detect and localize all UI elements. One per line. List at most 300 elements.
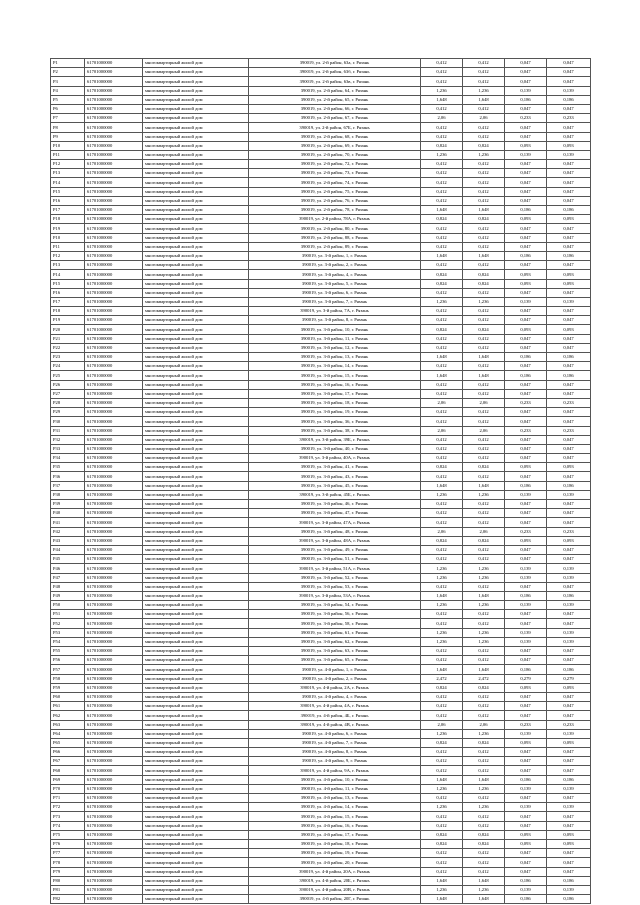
address-cell: 390019, ул. 3-й район, 1, г. Рязань — [249, 251, 421, 260]
row-id-cell: Р78 — [51, 858, 85, 867]
value-4-cell: 0,093 — [547, 270, 591, 279]
oktmo-code-cell: 61701000000 — [85, 279, 143, 288]
row-id-cell: Р56 — [51, 656, 85, 665]
object-type-cell: многоквартирный жилой дом — [143, 500, 249, 509]
row-id-cell: Р66 — [51, 748, 85, 757]
row-id-cell: Р10 — [51, 141, 85, 150]
table-row — [51, 573, 591, 582]
address-cell: 390019, ул. 3-й район, 61, г. Рязань — [249, 628, 421, 637]
address-cell: 390019, ул. 2-й район, 67Б, г. Рязань — [249, 123, 421, 132]
row-id-cell: Р43 — [51, 536, 85, 545]
value-4-cell: 0,186 — [547, 251, 591, 260]
value-1-cell: 1,236 — [421, 297, 463, 306]
value-4-cell: 0,047 — [547, 702, 591, 711]
object-type-cell: многоквартирный жилой дом — [143, 224, 249, 233]
value-1-cell: 0,412 — [421, 692, 463, 701]
value-1-cell: 1,236 — [421, 601, 463, 610]
address-cell: 390019, ул. 4-й район, 18, г. Рязань — [249, 839, 421, 848]
table-row — [51, 104, 591, 113]
value-4-cell: 0,047 — [547, 417, 591, 426]
row-id-cell: Р30 — [51, 417, 85, 426]
address-cell: 390019, ул. 4-й район, 19, г. Рязань — [249, 849, 421, 858]
value-1-cell: 1,236 — [421, 86, 463, 95]
object-type-cell: многоквартирный жилой дом — [143, 123, 249, 132]
table-row — [51, 123, 591, 132]
address-cell: 390019, ул. 3-й район, 17, г. Рязань — [249, 389, 421, 398]
object-type-cell: многоквартирный жилой дом — [143, 665, 249, 674]
value-2-cell: 0,412 — [463, 389, 505, 398]
value-1-cell: 0,412 — [421, 545, 463, 554]
row-id-cell: Р50 — [51, 601, 85, 610]
value-4-cell: 0,279 — [547, 674, 591, 683]
object-type-cell: многоквартирный жилой дом — [143, 353, 249, 362]
value-4-cell: 0,047 — [547, 812, 591, 821]
value-1-cell: 0,412 — [421, 389, 463, 398]
row-id-cell: Р15 — [51, 187, 85, 196]
value-2-cell: 0,412 — [463, 242, 505, 251]
value-3-cell: 0,047 — [505, 619, 547, 628]
value-2-cell: 0,824 — [463, 270, 505, 279]
oktmo-code-cell: 61701000000 — [85, 160, 143, 169]
table-row — [51, 702, 591, 711]
table-row — [51, 711, 591, 720]
object-type-cell: многоквартирный жилой дом — [143, 187, 249, 196]
object-type-cell: многоквартирный жилой дом — [143, 766, 249, 775]
address-cell: 390019, ул. 3-й район, 51А, г. Рязань — [249, 564, 421, 573]
value-2-cell: 1,236 — [463, 573, 505, 582]
value-2-cell: 0,412 — [463, 224, 505, 233]
value-2-cell: 0,412 — [463, 472, 505, 481]
value-1-cell: 0,412 — [421, 821, 463, 830]
row-id-cell: Р17 — [51, 297, 85, 306]
address-cell: 390019, ул. 2-й район, 70, г. Рязань — [249, 150, 421, 159]
table-row — [51, 674, 591, 683]
object-type-cell: многоквартирный жилой дом — [143, 702, 249, 711]
object-type-cell: многоквартирный жилой дом — [143, 738, 249, 747]
object-type-cell: многоквартирный жилой дом — [143, 803, 249, 812]
table-row — [51, 353, 591, 362]
row-id-cell: Р14 — [51, 270, 85, 279]
oktmo-code-cell: 61701000000 — [85, 610, 143, 619]
value-4-cell: 0,047 — [547, 261, 591, 270]
address-cell: 390019, ул. 3-й район, 7А, г. Рязань — [249, 307, 421, 316]
value-2-cell: 0,412 — [463, 417, 505, 426]
value-4-cell: 0,047 — [547, 123, 591, 132]
value-2-cell: 0,412 — [463, 821, 505, 830]
table-row — [51, 444, 591, 453]
value-4-cell: 0,047 — [547, 242, 591, 251]
value-2-cell: 0,412 — [463, 132, 505, 141]
object-type-cell: многоквартирный жилой дом — [143, 297, 249, 306]
table-row — [51, 160, 591, 169]
value-2-cell: 0,824 — [463, 325, 505, 334]
row-id-cell: Р19 — [51, 316, 85, 325]
value-1-cell: 0,412 — [421, 123, 463, 132]
row-id-cell: Р58 — [51, 674, 85, 683]
oktmo-code-cell: 61701000000 — [85, 417, 143, 426]
value-3-cell: 0,047 — [505, 582, 547, 591]
object-type-cell: многоквартирный жилой дом — [143, 849, 249, 858]
value-3-cell: 0,186 — [505, 895, 547, 904]
value-1-cell: 0,412 — [421, 362, 463, 371]
row-id-cell: Р17 — [51, 206, 85, 215]
oktmo-code-cell: 61701000000 — [85, 775, 143, 784]
value-1-cell: 0,824 — [421, 270, 463, 279]
value-1-cell: 0,824 — [421, 536, 463, 545]
value-3-cell: 0,093 — [505, 683, 547, 692]
oktmo-code-cell: 61701000000 — [85, 794, 143, 803]
object-type-cell: многоквартирный жилой дом — [143, 812, 249, 821]
oktmo-code-cell: 61701000000 — [85, 68, 143, 77]
value-2-cell: 0,412 — [463, 77, 505, 86]
value-4-cell: 0,047 — [547, 132, 591, 141]
value-2-cell: 1,236 — [463, 601, 505, 610]
value-3-cell: 0,047 — [505, 545, 547, 554]
address-cell: 390019, ул. 4-й район, 6, г. Рязань — [249, 729, 421, 738]
value-3-cell: 0,047 — [505, 389, 547, 398]
value-2-cell: 0,412 — [463, 307, 505, 316]
object-type-cell: многоквартирный жилой дом — [143, 481, 249, 490]
row-id-cell: Р68 — [51, 766, 85, 775]
table-row — [51, 527, 591, 536]
value-1-cell: 0,412 — [421, 509, 463, 518]
value-4-cell: 0,233 — [547, 720, 591, 729]
oktmo-code-cell: 61701000000 — [85, 251, 143, 260]
value-3-cell: 0,047 — [505, 160, 547, 169]
value-4-cell: 0,047 — [547, 472, 591, 481]
value-2-cell: 0,412 — [463, 444, 505, 453]
value-1-cell: 0,412 — [421, 849, 463, 858]
value-1-cell: 0,412 — [421, 104, 463, 113]
table-row — [51, 729, 591, 738]
value-4-cell: 0,047 — [547, 545, 591, 554]
object-type-cell: многоквартирный жилой дом — [143, 647, 249, 656]
table-row — [51, 748, 591, 757]
row-id-cell: Р4 — [51, 86, 85, 95]
oktmo-code-cell: 61701000000 — [85, 389, 143, 398]
value-4-cell: 0,047 — [547, 711, 591, 720]
value-4-cell: 0,186 — [547, 206, 591, 215]
oktmo-code-cell: 61701000000 — [85, 509, 143, 518]
object-type-cell: многоквартирный жилой дом — [143, 196, 249, 205]
value-2-cell: 0,824 — [463, 738, 505, 747]
value-3-cell: 0,186 — [505, 206, 547, 215]
value-4-cell: 0,047 — [547, 334, 591, 343]
row-id-cell: Р71 — [51, 794, 85, 803]
row-id-cell: Р24 — [51, 362, 85, 371]
value-1-cell: 0,412 — [421, 500, 463, 509]
oktmo-code-cell: 61701000000 — [85, 86, 143, 95]
table-row — [51, 536, 591, 545]
oktmo-code-cell: 61701000000 — [85, 215, 143, 224]
address-cell: 390019, ул. 2-й район, 89, г. Рязань — [249, 242, 421, 251]
value-4-cell: 0,093 — [547, 839, 591, 848]
value-2-cell: 2,06 — [463, 527, 505, 536]
address-cell: 390019, ул. 3-й район, 8, г. Рязань — [249, 316, 421, 325]
value-1-cell: 1,648 — [421, 353, 463, 362]
address-cell: 390019, ул. 3-й район, 56, г. Рязань — [249, 610, 421, 619]
value-4-cell: 0,047 — [547, 509, 591, 518]
value-4-cell: 0,139 — [547, 729, 591, 738]
row-id-cell: Р61 — [51, 702, 85, 711]
value-4-cell: 0,186 — [547, 895, 591, 904]
value-1-cell: 0,412 — [421, 316, 463, 325]
oktmo-code-cell: 61701000000 — [85, 196, 143, 205]
value-4-cell: 0,047 — [547, 555, 591, 564]
address-cell: 390019, ул. 3-й район, 45Б, г. Рязань — [249, 490, 421, 499]
value-1-cell: 1,236 — [421, 729, 463, 738]
value-3-cell: 0,047 — [505, 858, 547, 867]
row-id-cell: Р2 — [51, 68, 85, 77]
value-3-cell: 0,093 — [505, 536, 547, 545]
address-cell: 390019, ул. 3-й район, 46, г. Рязань — [249, 500, 421, 509]
value-1-cell: 0,412 — [421, 647, 463, 656]
value-3-cell: 0,093 — [505, 270, 547, 279]
table-row — [51, 389, 591, 398]
value-2-cell: 0,412 — [463, 123, 505, 132]
address-cell: 390019, ул. 3-й район, 40А, г. Рязань — [249, 454, 421, 463]
value-3-cell: 0,047 — [505, 417, 547, 426]
address-cell: 390019, ул. 4-й район, 20Г, г. Рязань — [249, 895, 421, 904]
oktmo-code-cell: 61701000000 — [85, 867, 143, 876]
value-3-cell: 0,047 — [505, 132, 547, 141]
oktmo-code-cell: 61701000000 — [85, 206, 143, 215]
table-row — [51, 307, 591, 316]
value-2-cell: 0,412 — [463, 362, 505, 371]
value-3-cell: 0,047 — [505, 692, 547, 701]
table-row — [51, 224, 591, 233]
oktmo-code-cell: 61701000000 — [85, 463, 143, 472]
value-3-cell: 0,186 — [505, 95, 547, 104]
oktmo-code-cell: 61701000000 — [85, 242, 143, 251]
value-4-cell: 0,139 — [547, 150, 591, 159]
address-cell: 390019, ул. 2-й район, 76, г. Рязань — [249, 196, 421, 205]
row-id-cell: Р55 — [51, 647, 85, 656]
value-4-cell: 0,139 — [547, 297, 591, 306]
row-id-cell: Р27 — [51, 389, 85, 398]
value-1-cell: 0,412 — [421, 77, 463, 86]
table-row — [51, 555, 591, 564]
oktmo-code-cell: 61701000000 — [85, 784, 143, 793]
value-1-cell: 0,824 — [421, 215, 463, 224]
value-3-cell: 0,047 — [505, 454, 547, 463]
object-type-cell: многоквартирный жилой дом — [143, 490, 249, 499]
table-row — [51, 68, 591, 77]
value-4-cell: 0,047 — [547, 77, 591, 86]
object-type-cell: многоквартирный жилой дом — [143, 141, 249, 150]
address-cell: 390019, ул. 3-й район, 65, г. Рязань — [249, 656, 421, 665]
oktmo-code-cell: 61701000000 — [85, 665, 143, 674]
value-2-cell: 0,412 — [463, 454, 505, 463]
value-2-cell: 0,412 — [463, 261, 505, 270]
oktmo-code-cell: 61701000000 — [85, 757, 143, 766]
row-id-cell: Р79 — [51, 867, 85, 876]
value-2-cell: 0,412 — [463, 104, 505, 113]
table-row — [51, 233, 591, 242]
oktmo-code-cell: 61701000000 — [85, 481, 143, 490]
value-2-cell: 0,412 — [463, 748, 505, 757]
value-1-cell: 0,412 — [421, 169, 463, 178]
table-row — [51, 242, 591, 251]
value-3-cell: 0,233 — [505, 527, 547, 536]
value-4-cell: 0,139 — [547, 784, 591, 793]
table-row — [51, 647, 591, 656]
value-4-cell: 0,139 — [547, 564, 591, 573]
address-cell: 390019, ул. 3-й район, 47А, г. Рязань — [249, 518, 421, 527]
value-2-cell: 0,824 — [463, 215, 505, 224]
oktmo-code-cell: 61701000000 — [85, 527, 143, 536]
value-4-cell: 0,047 — [547, 68, 591, 77]
value-1-cell: 1,236 — [421, 784, 463, 793]
address-cell: 390019, ул. 2-й район, 80, г. Рязань — [249, 224, 421, 233]
value-3-cell: 0,047 — [505, 435, 547, 444]
table-row — [51, 591, 591, 600]
address-cell: 390019, ул. 4-й район, 4А, г. Рязань — [249, 702, 421, 711]
row-id-cell: Р18 — [51, 307, 85, 316]
value-3-cell: 0,047 — [505, 316, 547, 325]
value-4-cell: 0,139 — [547, 628, 591, 637]
value-1-cell: 0,412 — [421, 288, 463, 297]
value-2-cell: 1,648 — [463, 895, 505, 904]
object-type-cell: многоквартирный жилой дом — [143, 242, 249, 251]
row-id-cell: Р70 — [51, 784, 85, 793]
value-3-cell: 0,093 — [505, 141, 547, 150]
value-1-cell: 0,412 — [421, 343, 463, 352]
table-row — [51, 454, 591, 463]
row-id-cell: Р6 — [51, 104, 85, 113]
object-type-cell: многоквартирный жилой дом — [143, 784, 249, 793]
object-type-cell: многоквартирный жилой дом — [143, 656, 249, 665]
table-row — [51, 261, 591, 270]
table-row — [51, 619, 591, 628]
row-id-cell: Р22 — [51, 343, 85, 352]
value-4-cell: 0,047 — [547, 647, 591, 656]
address-cell: 390019, ул. 3-й район, 53А, г. Рязань — [249, 591, 421, 600]
oktmo-code-cell: 61701000000 — [85, 637, 143, 646]
value-3-cell: 0,186 — [505, 251, 547, 260]
value-1-cell: 1,648 — [421, 95, 463, 104]
oktmo-code-cell: 61701000000 — [85, 325, 143, 334]
table-row — [51, 251, 591, 260]
row-id-cell: Р34 — [51, 454, 85, 463]
value-3-cell: 0,186 — [505, 876, 547, 885]
value-4-cell: 0,047 — [547, 757, 591, 766]
value-2-cell: 1,648 — [463, 876, 505, 885]
address-cell: 390019, ул. 4-й район, 20А, г. Рязань — [249, 867, 421, 876]
value-3-cell: 0,093 — [505, 279, 547, 288]
value-4-cell: 0,047 — [547, 435, 591, 444]
address-cell: 390019, ул. 3-й район, 14, г. Рязань — [249, 362, 421, 371]
row-id-cell: Р11 — [51, 242, 85, 251]
oktmo-code-cell: 61701000000 — [85, 187, 143, 196]
value-2-cell: 0,824 — [463, 279, 505, 288]
table-row — [51, 830, 591, 839]
table-row — [51, 408, 591, 417]
row-id-cell: Р73 — [51, 812, 85, 821]
value-2-cell: 0,412 — [463, 692, 505, 701]
object-type-cell: многоквартирный жилой дом — [143, 564, 249, 573]
object-type-cell: многоквартирный жилой дом — [143, 251, 249, 260]
value-4-cell: 0,093 — [547, 683, 591, 692]
row-id-cell: Р33 — [51, 444, 85, 453]
value-2-cell: 1,648 — [463, 591, 505, 600]
value-2-cell: 1,236 — [463, 885, 505, 894]
address-cell: 390019, ул. 2-й район, 68, г. Рязань — [249, 132, 421, 141]
value-3-cell: 0,139 — [505, 637, 547, 646]
value-4-cell: 0,093 — [547, 215, 591, 224]
address-cell: 390019, ул. 2-й район, 63в, г. Рязань — [249, 77, 421, 86]
value-4-cell: 0,093 — [547, 463, 591, 472]
row-id-cell: Р45 — [51, 555, 85, 564]
value-3-cell: 0,093 — [505, 738, 547, 747]
oktmo-code-cell: 61701000000 — [85, 444, 143, 453]
value-1-cell: 0,412 — [421, 794, 463, 803]
value-2-cell: 0,412 — [463, 757, 505, 766]
oktmo-code-cell: 61701000000 — [85, 123, 143, 132]
value-2-cell: 0,412 — [463, 408, 505, 417]
value-2-cell: 0,412 — [463, 610, 505, 619]
oktmo-code-cell: 61701000000 — [85, 619, 143, 628]
value-1-cell: 0,412 — [421, 261, 463, 270]
oktmo-code-cell: 61701000000 — [85, 821, 143, 830]
object-type-cell: многоквартирный жилой дом — [143, 573, 249, 582]
oktmo-code-cell: 61701000000 — [85, 297, 143, 306]
object-type-cell: многоквартирный жилой дом — [143, 711, 249, 720]
table-row — [51, 858, 591, 867]
row-id-cell: Р38 — [51, 490, 85, 499]
address-cell: 390019, ул. 3-й район, 6, г. Рязань — [249, 288, 421, 297]
value-2-cell: 0,412 — [463, 380, 505, 389]
object-type-cell: многоквартирный жилой дом — [143, 830, 249, 839]
table-row — [51, 270, 591, 279]
value-4-cell: 0,047 — [547, 408, 591, 417]
value-4-cell: 0,186 — [547, 591, 591, 600]
oktmo-code-cell: 61701000000 — [85, 674, 143, 683]
value-1-cell: 0,412 — [421, 178, 463, 187]
value-4-cell: 0,139 — [547, 803, 591, 812]
value-1-cell: 0,412 — [421, 196, 463, 205]
value-2-cell: 1,236 — [463, 803, 505, 812]
row-id-cell: Р76 — [51, 839, 85, 848]
table-row — [51, 564, 591, 573]
address-cell: 390019, ул. 4-й район, 1, г. Рязань — [249, 665, 421, 674]
value-4-cell: 0,047 — [547, 288, 591, 297]
table-row — [51, 720, 591, 729]
object-type-cell: многоквартирный жилой дом — [143, 821, 249, 830]
row-id-cell: Р80 — [51, 876, 85, 885]
oktmo-code-cell: 61701000000 — [85, 132, 143, 141]
row-id-cell: Р1 — [51, 59, 85, 68]
value-1-cell: 1,648 — [421, 775, 463, 784]
table-row — [51, 637, 591, 646]
value-4-cell: 0,047 — [547, 849, 591, 858]
value-3-cell: 0,186 — [505, 353, 547, 362]
oktmo-code-cell: 61701000000 — [85, 261, 143, 270]
row-id-cell: Р67 — [51, 757, 85, 766]
oktmo-code-cell: 61701000000 — [85, 95, 143, 104]
oktmo-code-cell: 61701000000 — [85, 647, 143, 656]
value-2-cell: 1,236 — [463, 637, 505, 646]
value-4-cell: 0,093 — [547, 279, 591, 288]
value-1-cell: 0,824 — [421, 141, 463, 150]
value-4-cell: 0,093 — [547, 830, 591, 839]
value-1-cell: 0,412 — [421, 233, 463, 242]
row-id-cell: Р13 — [51, 261, 85, 270]
value-3-cell: 0,279 — [505, 674, 547, 683]
value-4-cell: 0,047 — [547, 794, 591, 803]
row-id-cell: Р63 — [51, 720, 85, 729]
value-3-cell: 0,047 — [505, 261, 547, 270]
